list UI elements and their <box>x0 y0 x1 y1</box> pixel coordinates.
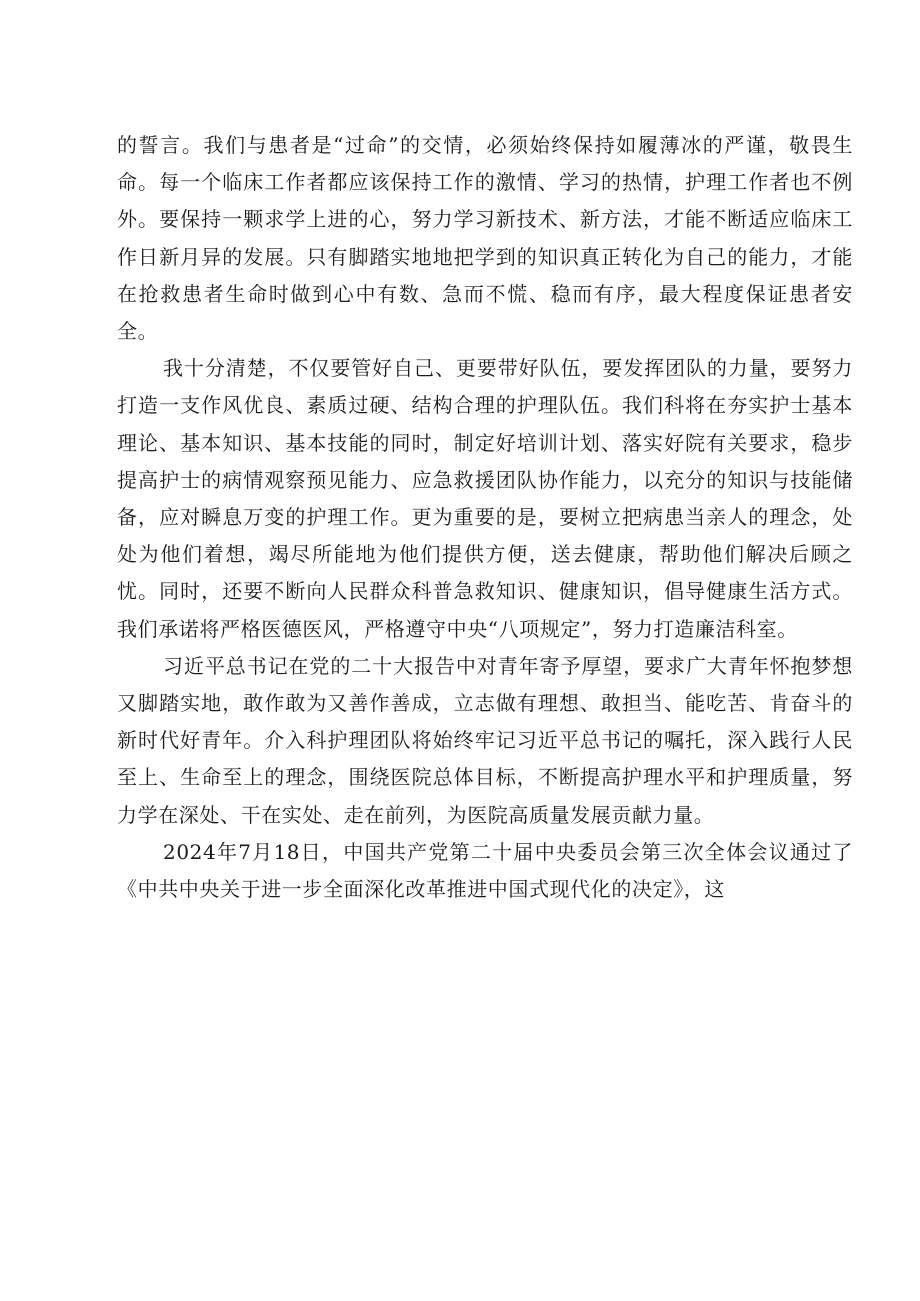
paragraph-3: 习近平总书记在党的二十大报告中对青年寄予厚望，要求广大青年怀抱梦想又脚踏实地，敢作敢为又善作善成，立志做有理想、敢担当、能吃苦、肯奋斗的新时代好青年。介入科护理团队将始终牢记习近平总书记的嘱托，深入践行人民至上、生命至上的理念，围绕医院总体目标，不断提高护理水平和护理质量，努力学在深处、干在实处、走在前列，为医院高质量发展贡献力量。 <box>117 653 853 827</box>
paragraph-2: 我十分清楚，不仅要管好自己、更要带好队伍，要发挥团队的力量，要努力打造一支作风优良、素质过硬、结构合理的护理队伍。我们科将在夯实护士基本理论、基本知识、基本技能的同时，制定好培训计划、落实好院有关要求，稳步提高护士的病情观察预见能力、应急救援团队协作能力，以充分的知识与技能储备，应对瞬息万变的护理工作。更为重要的是，要树立把病患当亲人的理念，处处为他们着想，竭尽所能地为他们提供方便，送去健康，帮助他们解决后顾之忧。同时，还要不断向人民群众科普急救知识、健康知识，倡导健康生活方式。我们承诺将严格医德医风，严格遵守中央“八项规定”，努力打造廉洁科室。 <box>117 356 853 641</box>
paragraph-1: 的誓言。我们与患者是“过命”的交情，必须始终保持如履薄冰的严谨，敬畏生命。每一个临床工作者都应该保持工作的激情、学习的热情，护理工作者也不例外。要保持一颗求学上进的心，努力学习新技术、新方法，才能不断适应临床工作日新月异的发展。只有脚踏实地地把学到的知识真正转化为自己的能力，才能在抢救患者生命时做到心中有数、急而不慌、稳而有序，最大程度保证患者安全。 <box>117 133 853 344</box>
document-body <box>117 127 853 908</box>
paragraph-4: 2024年7月18日，中国共产党第二十届中央委员会第三次全体会议通过了《中共中央关于进一步全面深化改革推进中国式现代化的决定》，这 <box>117 839 853 902</box>
